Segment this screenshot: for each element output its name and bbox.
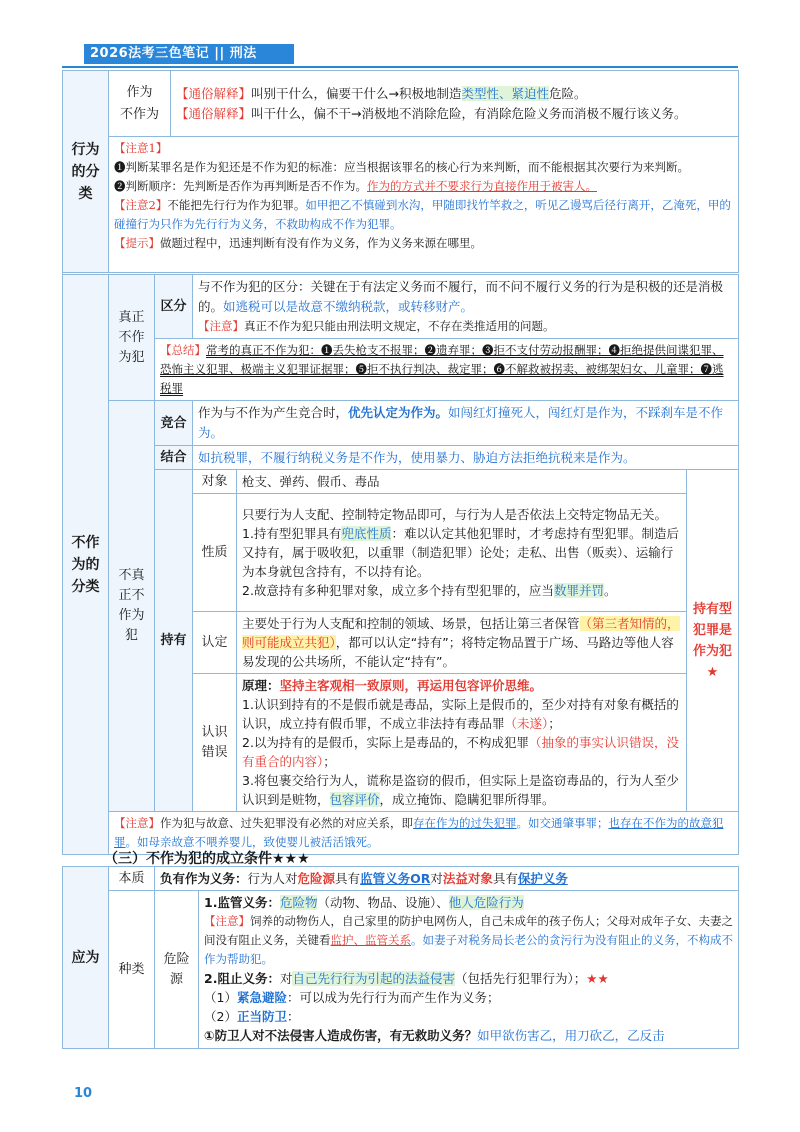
zhonglei-label: 种类	[109, 891, 155, 1049]
note2: 【注意2】不能把先行行为作为犯罪。如甲把乙不慎碰到水沟，甲随即找竹竿救之，听见乙谩骂后径行离开，乙淹死，甲的碰撞行为只作为先行行为义务，不救助构成不作为犯罪。	[114, 198, 731, 231]
side-label: 持有型犯罪是作为犯★	[687, 470, 739, 812]
bottom-note: 【注意】作为犯与故意、过失犯罪没有必然的对应关系，即存在作为的过失犯罪。如交通肇事罪；也存在不作为的故意犯罪。如母亲故意不喂养婴儿，致使婴儿被活活饿死。	[109, 812, 739, 855]
nongenuine-omission-label: 不真正不作为犯	[109, 401, 155, 812]
duixiang-label: 对象	[193, 470, 237, 494]
weixianyuan-label: 危险源	[155, 891, 199, 1049]
xingzhi-label: 性质	[193, 494, 237, 612]
header-banner: 2026法考三色笔记 || 刑法	[84, 44, 294, 64]
chiyou-label: 持有	[155, 470, 193, 812]
behavior-classification-title: 行为的分类	[63, 71, 109, 273]
zuowei-label: 作为	[126, 84, 153, 100]
section3-cat-label: 应为	[63, 867, 109, 1049]
qufen-content: 与不作为犯的区分：关键在于有法定义务而不履行，而不问不履行义务的行为是积极的还是消极的。如逃税可以是故意不缴纳税款，或转移财产。 【注意】真正不作为犯只能由刑法明文规定，不存在类推适用的问题。	[193, 275, 739, 339]
buzuowei-explanation: 【通俗解释】叫干什么，偏不干→消极地不消除危险，有消除危险义务而消极不履行该义务。	[176, 105, 687, 121]
tip: 【提示】做题过程中，迅速判断有没有作为义务，作为义务来源在哪里。	[114, 236, 482, 250]
buzuowei-label: 不作为	[119, 106, 159, 122]
section3-title: （三）不作为犯的成立条件★★★	[104, 851, 310, 867]
zuowei-buzuowei-label	[109, 71, 171, 137]
page-number: 10	[74, 1086, 93, 1101]
benzhi-content: 负有作为义务：行为人对危险源具有监管义务OR对法益对象具有保护义务	[155, 867, 739, 891]
summary-box: 【总结】常考的真正不作为犯：❶丢失枪支不报罪；❷遗弃罪；❸拒不支付劳动报酬罪；❹拒绝提供间谍犯罪、恐怖主义犯罪、极端主义犯罪证据罪；❺拒不执行判决、裁定罪；❻不解救被拐卖、被绑架妇女、儿童罪；❼逃税罪	[155, 339, 739, 401]
note1: 【注意1】	[114, 141, 168, 155]
section3-table	[62, 866, 739, 1049]
omission-classification-table	[62, 274, 739, 855]
qufen-label: 区分	[155, 275, 193, 339]
jiehe-label: 结合	[155, 446, 193, 470]
jinghe-label: 竞合	[155, 401, 193, 446]
cuowu-content: 原理：坚持主客观相一致原则，再运用包容评价思维。 1.认识到持有的不是假币就是毒品，实际上是假币的，至少对持有对象有概括的认识，成立持有假币罪，不成立非法持有毒品罪（未遂）； 2.以为持有的是假币，实际上是毒品的，不构成犯罪（抽象的事实认识错误，没有重合的内容）； 3.将包裹交给行为人，谎称是盗窃的假币，但实际上是盗窃毒品的，行为人至少认识到是赃物，包容评价，成立掩饰、隐瞒犯罪所得罪。	[237, 674, 687, 812]
zhonglei-content: 1.监管义务：危险物（动物、物品、设施）、他人危险行为 【注意】饲养的动物伤人，自己家里的防护电网伤人，自己未成年的孩子伤人；父母对成年子女、夫妻之间没有阻止义务，关键看监护、监管关系。如妻子对税务局长老公的贪污行为没有阻止的义务，不构成不作为帮助犯。 2.阻止义务：对自己先行行为引起的法益侵害（包括先行犯罪行为）；★★ （1）紧急避险：可以成为先行行为而产生作为义务； （2）正当防卫： ①防卫人对不法侵害人造成伤害，有无救助义务？如甲欲伤害乙，用刀砍乙，乙反击	[199, 891, 739, 1049]
rending-content: 主要处于行为人支配和控制的领域、场景，包括让第三者保管（第三者知情的，则可能成立共犯），都可以认定“持有”；将特定物品置于广场、马路边等他人容易发现的公共场所，不能认定“持有”。	[237, 612, 687, 674]
genuine-omission-label: 真正不作为犯	[109, 275, 155, 401]
duixiang-content: 枪支、弹药、假币、毒品	[237, 470, 687, 494]
zuowei-explanation: 【通俗解释】叫别干什么，偏要干什么→积极地制造类型性、紧迫性危险。	[176, 85, 587, 101]
jinghe-content: 作为与不作为产生竞合时，优先认定为作为。如闯红灯撞死人，闯红灯是作为，不踩刹车是不作为。	[193, 401, 739, 446]
jiehe-content: 如抗税罪，不履行纳税义务是不作为，使用暴力、胁迫方法拒绝抗税来是作为。	[193, 446, 739, 470]
header-rule	[62, 66, 738, 68]
note1-point1: ❶判断某罪名是作为犯还是不作为犯的标准：应当根据该罪名的核心行为来判断，而不能根据其次要行为来判断。	[114, 160, 689, 174]
omission-classification-title: 不作为的分类	[63, 275, 109, 855]
behavior-classification-table	[62, 70, 739, 273]
behavior-notes	[109, 137, 739, 273]
benzhi-label: 本质	[109, 867, 155, 891]
zuowei-buzuowei-explanations	[171, 71, 739, 137]
rending-label: 认定	[193, 612, 237, 674]
note1-point2: ❷判断顺序：先判断是否作为再判断是否不作为。作为的方式并不要求行为直接作用于被害人。	[114, 179, 597, 193]
cuowu-label: 认识错误	[193, 674, 237, 812]
xingzhi-content: 只要行为人支配、控制特定物品即可，与行为人是否依法上交特定物品无关。 1.持有型犯罪具有兜底性质：难以认定其他犯罪时，才考虑持有型犯罪。制造后又持有，属于吸收犯，以重罪（制造犯罪）论处；走私、出售（贩卖）、运输行为本身就包含持有，不以持有论。 2.故意持有多种犯罪对象，成立多个持有型犯罪的，应当数罪并罚。	[237, 494, 687, 612]
